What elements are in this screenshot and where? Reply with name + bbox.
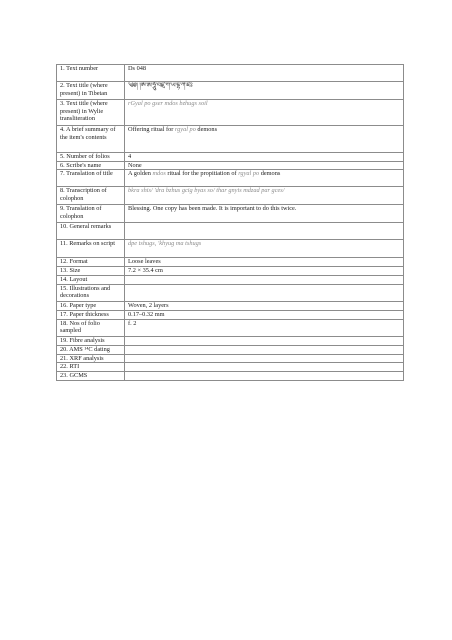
value-text: ritual for the propitiation of (165, 170, 239, 178)
field-label: 13. Size (57, 267, 125, 276)
table-row (57, 153, 404, 162)
table-row (57, 82, 404, 100)
field-value: 0.17–0.32 mm (125, 310, 404, 319)
field-label: 14. Layout (57, 276, 125, 285)
table-row (57, 65, 404, 82)
metadata-table (56, 64, 404, 381)
table-row (57, 319, 404, 336)
field-label: 7. Translation of title (57, 170, 125, 187)
field-label: 3. Text title (where present) in Wylie transliteration (57, 100, 125, 126)
field-value: Ds 048 (125, 65, 404, 82)
field-value: rGyal po gser mdos bzhugs soil (125, 100, 404, 126)
field-label: 17. Paper thickness (57, 310, 125, 319)
value-text: A golden (128, 170, 153, 178)
table-row (57, 336, 404, 345)
field-label: 20. AMS ¹⁴C dating (57, 345, 125, 354)
field-label: 2. Text title (where present) in Tibetan (57, 82, 125, 100)
table-row (57, 267, 404, 276)
field-value: f. 2 (125, 319, 404, 336)
field-value: 7.2 × 35.4 cm (125, 267, 404, 276)
field-value: bkra shis/ 'dra bzhus gcig byas so/ thar gnyis mdzad par gces/ (125, 187, 404, 205)
field-label: 10. General remarks (57, 223, 125, 240)
field-value: 4 (125, 153, 404, 162)
table-row (57, 170, 404, 187)
table-row (57, 187, 404, 205)
table-row (57, 363, 404, 372)
table-row (57, 223, 404, 240)
value-text: demons (259, 170, 281, 178)
field-label: 19. Fibre analysis (57, 336, 125, 345)
table-row (57, 354, 404, 363)
field-value (125, 126, 404, 153)
value-emphasis: mdos (152, 170, 166, 178)
value-text: demons (195, 126, 218, 133)
field-label: 5. Number of folios (57, 153, 125, 162)
field-value (125, 284, 404, 301)
field-label: 21. XRF analysis (57, 354, 125, 363)
field-label: 4. A brief summary of the item's contents (57, 126, 125, 153)
field-value (125, 363, 404, 372)
field-value (125, 336, 404, 345)
table-row (57, 240, 404, 258)
table-row (57, 371, 404, 380)
field-label: 9. Translation of colophon (57, 205, 125, 223)
field-value (125, 276, 404, 285)
field-value (125, 371, 404, 380)
table-row (57, 276, 404, 285)
field-label: 23. GCMS (57, 371, 125, 380)
field-value (125, 345, 404, 354)
field-label: 11. Remarks on script (57, 240, 125, 258)
value-text: Offering ritual for (128, 126, 175, 133)
table-row (57, 310, 404, 319)
field-value: dpe tshugs, 'khyug ma tshugs (125, 240, 404, 258)
table-row (57, 126, 404, 153)
table-row (57, 284, 404, 301)
field-label: 12. Format (57, 258, 125, 267)
field-value: ༄༅། །ཨོཾ་ཨ་ཧཱུྃ་བཛྲ་ཀ་ཡ་དྷ་ཀི་ཛཿ (125, 82, 404, 100)
field-label: 22. RTI (57, 363, 125, 372)
field-label: 8. Transcription of colophon (57, 187, 125, 205)
field-value: Loose leaves (125, 258, 404, 267)
field-label: 16. Paper type (57, 301, 125, 310)
field-label: 1. Text number (57, 65, 125, 82)
field-value: None (125, 161, 404, 170)
table-row (57, 205, 404, 223)
table-row (57, 258, 404, 267)
field-value: Woven, 2 layers (125, 301, 404, 310)
field-value: Blessing. One copy has been made. It is important to do this twice. (125, 205, 404, 223)
value-emphasis: rgyal po (174, 126, 196, 133)
field-label: 18. Nos of folio sampled (57, 319, 125, 336)
table-row (57, 100, 404, 126)
field-value (125, 223, 404, 240)
field-label: 6. Scribe's name (57, 161, 125, 170)
table-row (57, 301, 404, 310)
value-emphasis: rgyal po (238, 170, 260, 178)
field-value (125, 170, 404, 187)
table-row (57, 345, 404, 354)
table-row (57, 161, 404, 170)
field-value (125, 354, 404, 363)
field-label: 15. Illustrations and decorations (57, 284, 125, 301)
